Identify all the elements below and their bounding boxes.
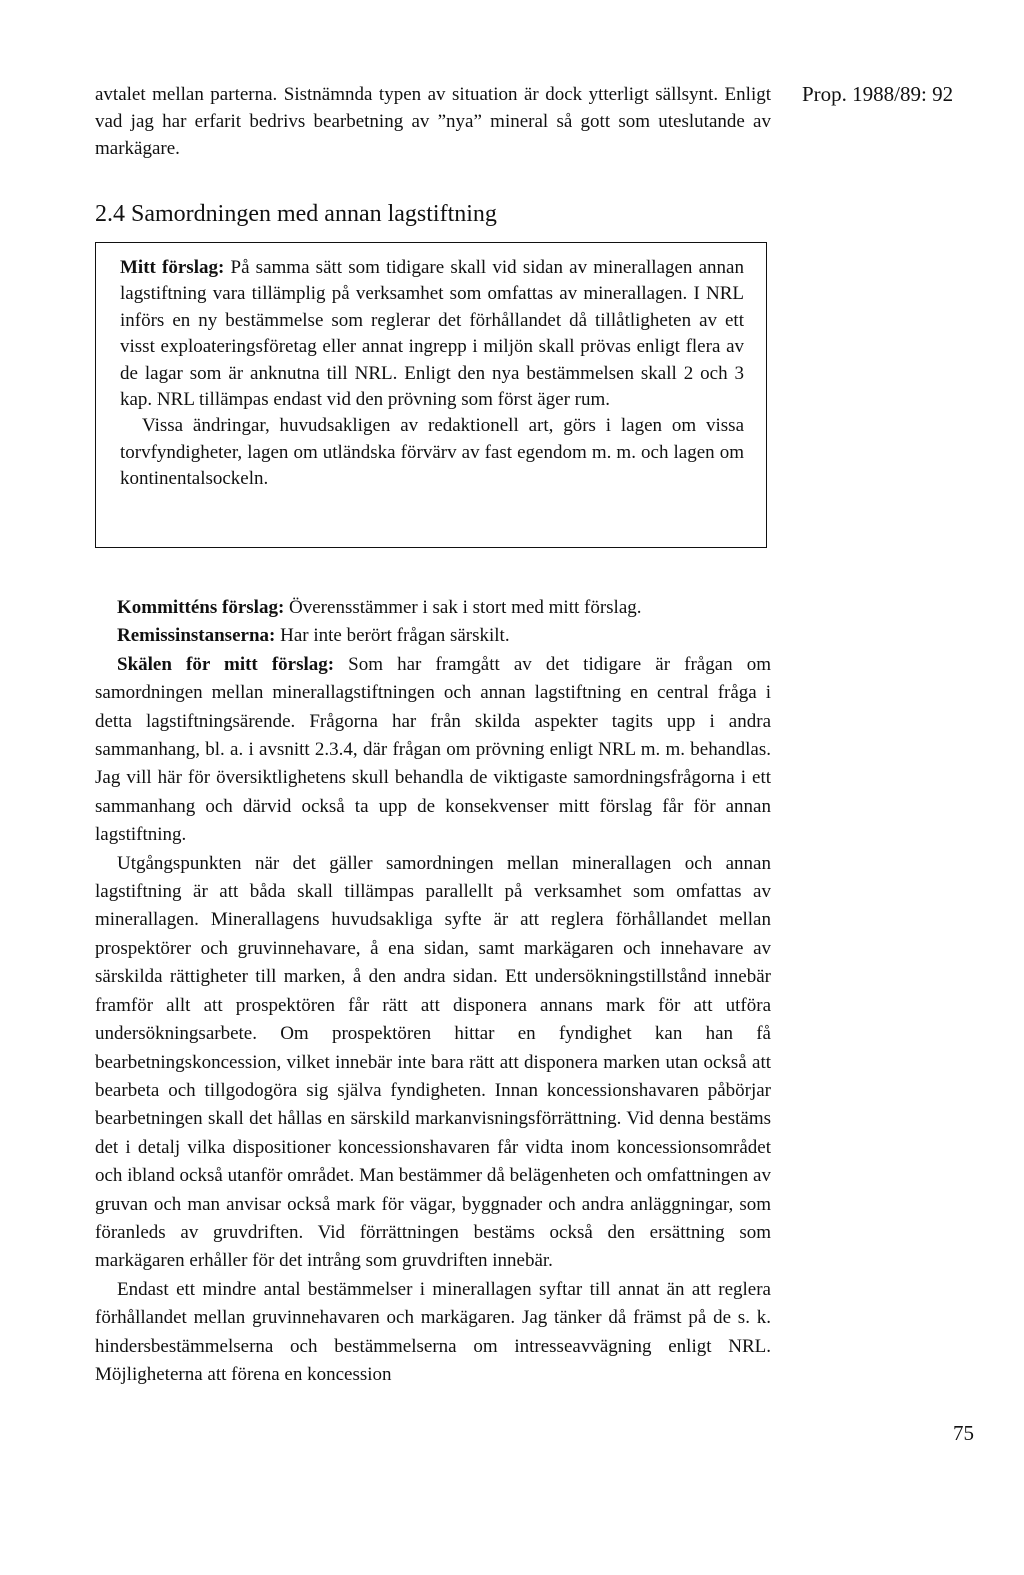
proposal-box	[95, 242, 767, 548]
reasons-label: Skälen för mitt förslag:	[117, 653, 335, 675]
proposal-paragraph-1	[120, 255, 744, 413]
referral-text: Har inte berört frågan särskilt.	[280, 625, 510, 647]
referral-label: Remissinstanserna:	[117, 625, 276, 647]
body-text	[95, 594, 771, 1389]
section-heading: 2.4 Samordningen med annan lagstiftning	[95, 201, 497, 227]
few-provisions-paragraph: Endast ett mindre antal bestämmelser i minerallagen syftar till annat än att reglera förhållandet mellan gruvinnehavaren och markägaren. Jag tänker då främst på de s. k. hindersbestämmelserna och bestämmelserna om intresseavvägning enligt NRL. Möjligheterna att förena en koncession	[95, 1278, 771, 1385]
proposal-label: Mitt förslag:	[120, 257, 225, 278]
proposition-reference: Prop. 1988/89: 92	[802, 82, 954, 106]
reasons-paragraph	[95, 651, 771, 850]
intro-paragraph: avtalet mellan parterna. Sistnämnda typen av situation är dock ytterligt sällsynt. Enligt vad jag har erfarit bedrivs bearbetning av ”nya” mineral så gott som uteslutande av markägare.	[95, 84, 771, 159]
starting-point-paragraph: Utgångspunkten när det gäller samordningen mellan minerallagen och annan lagstiftning är att båda skall tillämpas parallellt på verksamhet som omfattas av minerallagen. Minerallagens huvudsakliga syfte är att reglera förhållandet mellan prospektörer och gruvinnehavare, å ena sidan, samt markägaren och innehavare av särskilda rättigheter till marken, å den andra sidan. Ett undersökningstillstånd innebär framför allt att prospektören får rätt att disponera annans mark för att utföra undersökningsarbete. Om prospektören hittar en fyndighet kan han få bearbetningskoncession, vilket innebär inte bara rätt att disponera marken utan också att bearbeta och tillgodogöra sig själva fyndigheten. Innan koncessionshavaren påbörjar bearbetningen skall det hållas en särskild markanvisningsförrättning. Vid denna bestäms det i detalj vilka dispositioner koncessionshavaren får vidta inom koncessionsområdet och ibland också utanför området. Man bestämmer då belägenheten och omfattningen av gruvan och man anvisar också mark för vägar, byggnader och andra anläggningar, som föranleds av gruvdriften. Vid förrättningen bestäms också den ersättning som markägaren erhåller för det intrång som gruvdriften innebär.	[95, 852, 771, 1272]
reasons-text: Som har framgått av det tidigare är frågan om samordningen mellan minerallagstiftningen och annan lagstiftning en central fråga i detta lagstiftningsärende. Frågorna har från skilda aspekter tagits upp i andra sammanhang, bl. a. i avsnitt 2.3.4, där frågan om prövning enligt NRL m. m. behandlas. Jag vill här för översiktlighetens skull behandla de viktigaste samordningsfrågorna i ett sammanhang och därvid också ta upp de konsekvenser mitt förslag får för annan lagstiftning.	[95, 653, 771, 846]
page-number: 75	[953, 1421, 974, 1445]
proposal-text-1: På samma sätt som tidigare skall vid sidan av minerallagen annan lagstiftning vara tillämplig på verksamhet som omfattas av minerallagen. I NRL införs en ny bestämmelse som reglerar det förhållandet då tillåtligheten av ett visst exploateringsföretag eller annat ingrepp i miljön skall prövas enligt flera av de lagar som är anknutna till NRL. Enligt den nya bestämmelsen skall 2 och 3 kap. NRL tillämpas endast vid den prövning som först äger rum.	[120, 257, 744, 411]
referral-paragraph	[95, 622, 771, 650]
proposal-paragraph-2: Vissa ändringar, huvudsakligen av redaktionell art, görs i lagen om vissa torvfyndigheter, lagen om utländska förvärv av fast egendom m. m. och lagen om kontinentalsockeln.	[120, 415, 744, 490]
committee-label: Kommitténs förslag:	[117, 597, 285, 618]
committee-text: Överensstämmer i sak i stort med mitt förslag.	[289, 597, 642, 618]
committee-paragraph	[95, 594, 771, 622]
